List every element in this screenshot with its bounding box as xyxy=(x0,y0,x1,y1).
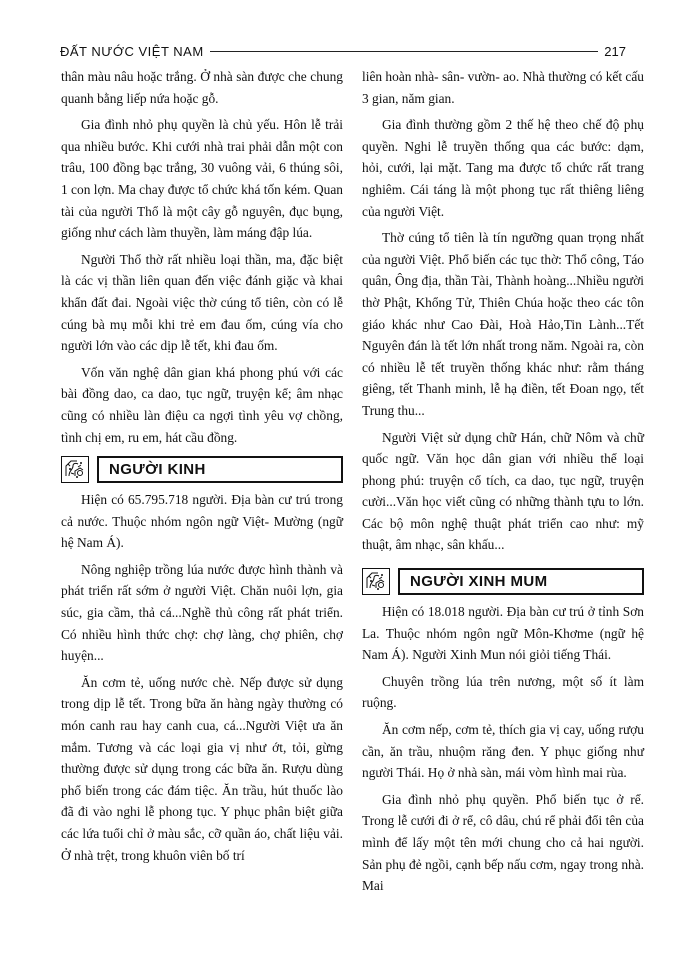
paragraph: Người Thổ thờ rất nhiều loại thần, ma, đặc biệt là các vị thần liên quan đến việc đánh giặc và khai khẩn đất đai. Ngoài việc thờ cúng tổ tiên, còn có lễ cúng bà mụ mỗi khi trẻ em đau ốm, cúng vía cho người lớn vào các dịp lễ tết, khi đau ốm. xyxy=(61,251,343,354)
paragraph: Người Việt sử dụng chữ Hán, chữ Nôm và chữ quốc ngữ. Văn học dân gian với nhiều thể loại phong phú: truyện cổ tích, ca dao, tục ngữ, truyện cười...Văn học viết cũng có những thành tựu to lớn. Các bộ môn nghệ thuật phát triển cao như: mỹ thuật, âm nhạc, sân khấu... xyxy=(362,429,644,553)
paragraph: thân màu nâu hoặc trắng. Ở nhà sàn được che chung quanh bằng liếp nứa hoặc gỗ. xyxy=(61,69,343,106)
ethnic-ornament-icon xyxy=(61,456,89,483)
header-rule xyxy=(210,51,599,52)
left-column xyxy=(61,66,343,871)
paragraph: Hiện có 65.795.718 người. Địa bàn cư trú trong cả nước. Thuộc nhóm ngôn ngữ Việt- Mường (ngữ hệ Nam Á). xyxy=(61,492,343,551)
section-title: NGƯỜI XINH MUM xyxy=(398,568,644,595)
right-column xyxy=(362,66,644,902)
paragraph: Gia đình nhỏ phụ quyền là chủ yếu. Hôn lễ trải qua nhiều bước. Khi cưới nhà trai phải dẫn một con trâu, 100 đồng bạc trắng, 30 vuông vải, 6 thúng sôi, 1 con lợn. Ma chay được tổ chức khá tốn kém. Quan tài của người Thổ là một cây gỗ nguyên, đục bụng, giống như cách làm thuyền, làm máng đập lúa. xyxy=(61,117,343,241)
paragraph: Nông nghiệp trồng lúa nước được hình thành và phát triển rất sớm ở người Việt. Chăn nuôi lợn, gia súc, gia cầm, thả cá...Nghề thủ công rất phát triển. Có nhiều hình thức chợ: chợ làng, chợ phiên, chợ huyện... xyxy=(61,561,343,664)
paragraph: Ăn cơm nếp, cơm tẻ, thích gia vị cay, uống rượu cần, ăn trầu, nhuộm răng đen. Y phục giống như người Thái. Họ ở nhà sàn, mái vòm hình mai rùa. xyxy=(362,722,644,781)
section-heading-xinh-mum xyxy=(362,568,644,595)
paragraph: Gia đình thường gồm 2 thế hệ theo chế độ phụ quyền. Nghi lễ truyền thống qua các bước: dạm, hỏi, cưới, lại mặt. Tang ma được tổ chức rất trang nghiêm. Cái táng là một phong tục rất thiêng liêng của người Việt. xyxy=(362,117,644,219)
section-title: NGƯỜI KINH xyxy=(97,456,343,483)
section-heading-kinh xyxy=(61,456,343,483)
running-header xyxy=(60,42,626,60)
paragraph: Gia đình nhỏ phụ quyền. Phổ biến tục ở rể. Trong lễ cưới đi ở rể, cô dâu, chú rể phải đổi tên của mình để lấy một tên mới chung cho cả hai người. Sản phụ đẻ ngồi, cạnh bếp nấu cơm, ngay trong nhà. Mai xyxy=(362,791,644,894)
paragraph: Thờ cúng tổ tiên là tín ngưỡng quan trọng nhất của người Việt. Phổ biến các tục thờ: Thổ công, Táo quân, Ông địa, thần Tài, Thành hoàng...Nhiều người thờ Phật, Khổng Tử, Thiên Chúa hoặc theo các tôn giáo khác như Cao Đài, Hoà Hảo,Tin Lành...Tết Nguyên đán là tết lớn nhất trong năm. Ngoài ra, còn có nhiều lễ tết truyền thống khác như: rằm tháng giêng, tết Thanh minh, lễ hạ điền, tết Đoan ngọ, tết Trung thu... xyxy=(362,230,644,418)
book-title: ĐẤT NƯỚC VIỆT NAM xyxy=(60,43,204,59)
paragraph: Hiện có 18.018 người. Địa bàn cư trú ở tỉnh Sơn La. Thuộc nhóm ngôn ngữ Môn-Khơme (ngữ hệ Nam Á). Người Xinh Mun nói giỏi tiếng Thái. xyxy=(362,604,644,663)
paragraph: Vốn văn nghệ dân gian khá phong phú với các bài đồng dao, ca dao, tục ngữ, truyện kể; âm nhạc cũng có nhiều làn điệu ca ngợi tình yêu vợ chồng, tình chị em, ru em, hát cầu đồng. xyxy=(61,364,343,445)
page-number: 217 xyxy=(604,43,626,59)
ethnic-ornament-icon xyxy=(362,568,390,595)
paragraph: Chuyên trồng lúa trên nương, một số ít làm ruộng. xyxy=(362,673,644,711)
paragraph: Ăn cơm tẻ, uống nước chè. Nếp được sử dụng trong dịp lễ tết. Trong bữa ăn hàng ngày thường có món canh rau hay canh cua, cá...Người Việt ưa ăn mắm. Tương và các loại gia vị như ớt, tỏi, gừng thường được sử dụng trong các bữa ăn. Rượu dùng phổ biến trong các đám tiệc. Ăn trầu, hút thuốc lào đã đi vào nghi lễ phong tục. Y phục phân biệt giữa các lứa tuổi chỉ ở màu sắc, cỡ quần áo, chất liệu vải. Ở nhà trệt, trong khuôn viên bố trí xyxy=(61,674,343,863)
paragraph: liên hoàn nhà- sân- vườn- ao. Nhà thường có kết cấu 3 gian, năm gian. xyxy=(362,69,644,106)
